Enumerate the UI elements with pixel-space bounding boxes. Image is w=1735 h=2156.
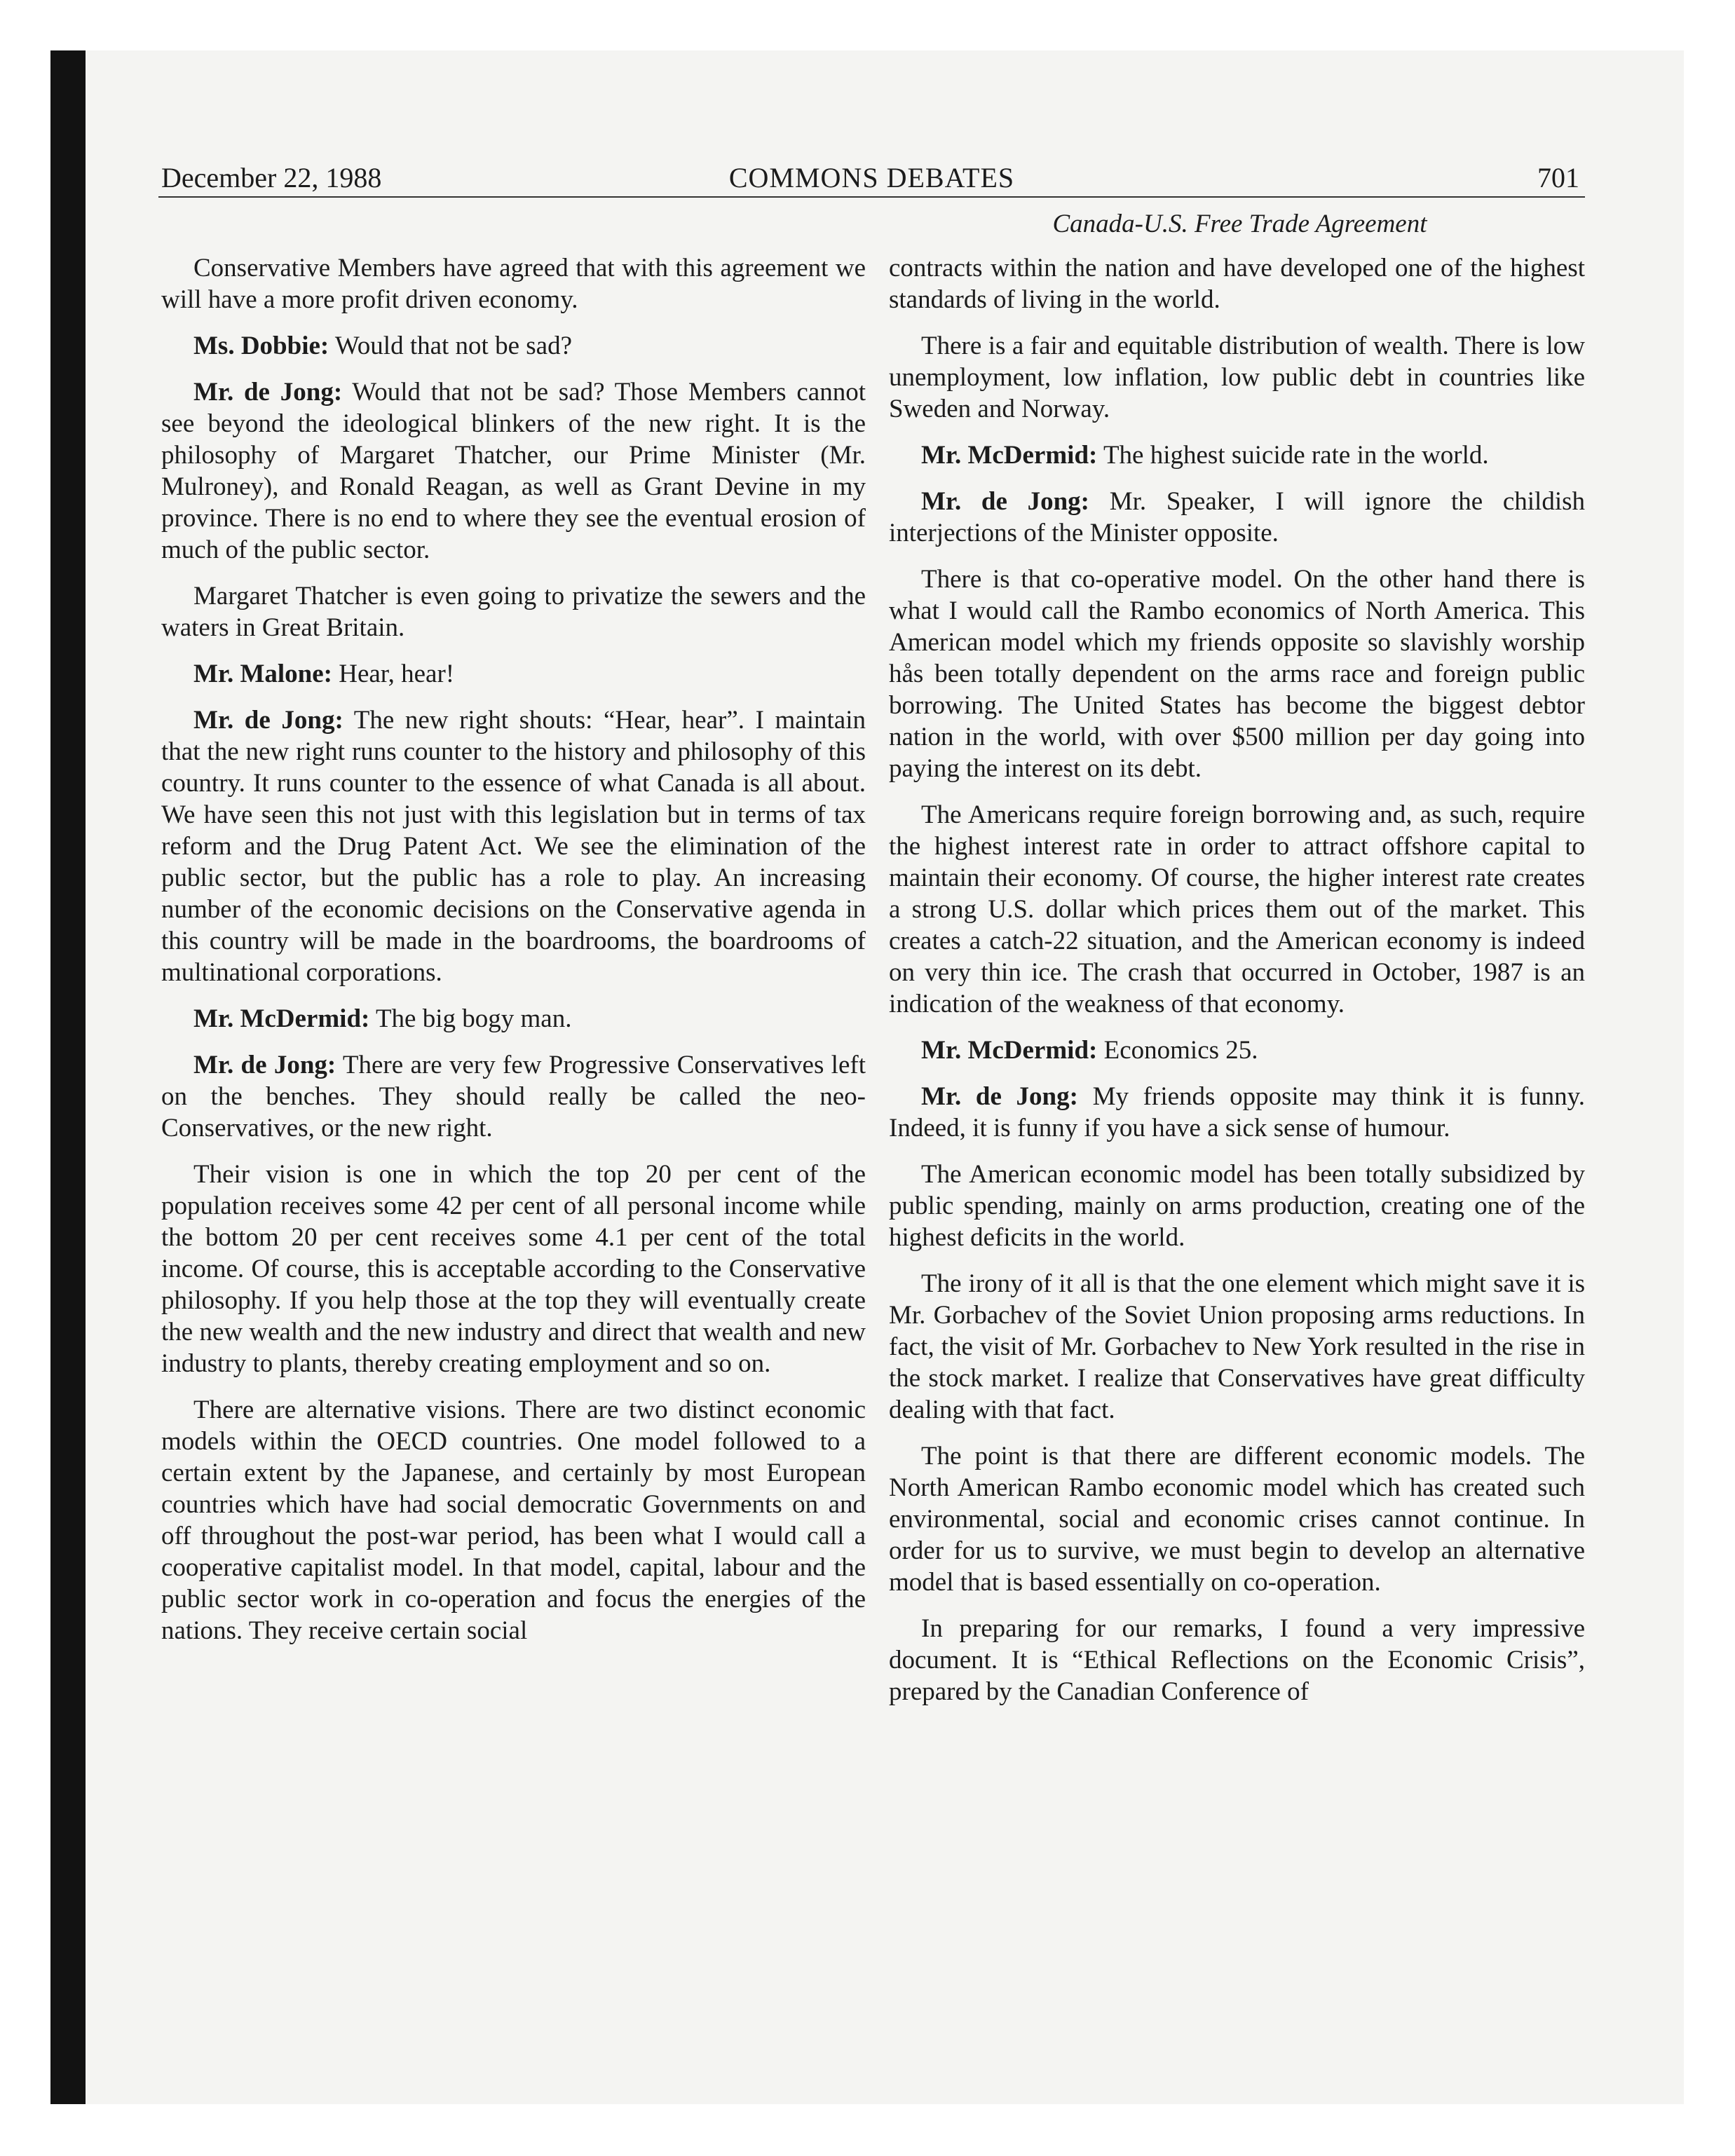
page-number: 701: [1537, 162, 1579, 193]
speaker-name: Mr. de Jong:: [193, 1051, 336, 1079]
right-column: [889, 252, 1585, 1722]
paragraph-text: Hear, hear!: [339, 660, 455, 688]
paragraph-text: There is a fair and equitable distribution of wealth. There is low unemployment, low inflation, low public debt in countries like Sweden and Norway.: [889, 332, 1585, 423]
paragraph: [889, 1440, 1585, 1598]
running-head: [158, 160, 1585, 198]
paragraph: [161, 580, 866, 643]
paragraph-text: Their vision is one in which the top 20 per cent of the population receives some 42 per cent of all personal income while the bottom 20 per cent receives some 4.1 per cent of the total income. Of course, this is acceptable according to the Conservative philosophy. If you help those at the top they will eventually create the new wealth and the new industry and direct that wealth and new industry to plants, thereby creating employment and so on.: [161, 1160, 866, 1378]
paragraph: [889, 1613, 1585, 1707]
paragraph-text: The highest suicide rate in the world.: [1103, 441, 1489, 470]
left-column: [161, 252, 866, 1661]
speaker-name: Mr. de Jong:: [921, 487, 1089, 516]
paragraph-text: There are alternative visions. There are two distinct economic models within the OECD countries. One model followed to a certain extent by the Japanese, and certainly by most European countries which have had social democratic Governments on and off throughout the post-war period, has been what I would call a cooperative capitalist model. In that model, capital, labour and the public sector work in co-operation and focus the energies of the nations. They receive certain social: [161, 1396, 866, 1645]
paragraph-text: Margaret Thatcher is even going to privatize the sewers and the waters in Great Britain.: [161, 582, 866, 642]
paragraph-text: The American economic model has been totally subsidized by public spending, mainly on arms production, creating one of the highest deficits in the world.: [889, 1160, 1585, 1252]
paragraph-text: The big bogy man.: [375, 1004, 572, 1033]
paragraph: [161, 1003, 866, 1035]
paragraph: [889, 330, 1585, 425]
speaker-name: Mr. de Jong:: [921, 1082, 1078, 1111]
paragraph: [889, 439, 1585, 471]
paragraph: [161, 252, 866, 315]
header-date: December 22, 1988: [161, 162, 382, 193]
paragraph: [161, 1049, 866, 1144]
binding-edge: [50, 50, 86, 2104]
paragraph: [161, 376, 866, 566]
paragraph: [889, 252, 1585, 315]
paragraph: [889, 1081, 1585, 1144]
speaker-name: Mr. McDermid:: [193, 1004, 370, 1033]
paragraph-text: Mr. Speaker, I will ignore the childish interjections of the Minister opposite.: [889, 487, 1586, 547]
paragraph: [889, 1159, 1585, 1253]
paragraph-text: Would that not be sad? Those Members cannot see beyond the ideological blinkers of the new right. It is the philosophy of Margaret Thatcher, our Prime Minister (Mr. Mulroney), and Ronald Reagan, as well as Grant Devine in my province. There is no end to where they see the eventual erosion of much of the public sector.: [161, 378, 866, 564]
paragraph-text: The point is that there are different economic models. The North American Rambo economic model which has created such environmental, social and economic crises cannot continue. In order for us to survive, we must begin to develop an alternative model that is based essentially on co-operation.: [889, 1442, 1585, 1597]
speaker-name: Mr. McDermid:: [921, 441, 1098, 470]
paragraph: [161, 1159, 866, 1379]
paragraph-text: There are very few Progressive Conservatives left on the benches. They should really be called the neo-Conservatives, or the new right.: [161, 1051, 866, 1142]
paragraph: [889, 1035, 1585, 1066]
paragraph: [889, 486, 1585, 549]
speaker-name: Mr. de Jong:: [193, 706, 343, 735]
paragraph: [161, 330, 866, 362]
paragraph: [161, 704, 866, 988]
paragraph-text: My friends opposite may think it is funny. Indeed, it is funny if you have a sick sense of humour.: [889, 1082, 1585, 1142]
paragraph-text: Would that not be sad?: [334, 332, 572, 360]
paragraph-text: The Americans require foreign borrowing and, as such, require the highest interest rate in order to attract offshore capital to maintain their economy. Of course, the higher interest rate creates a strong U.S. dollar which prices them out of the market. This creates a catch-22 situation, and the American economy is indeed on very thin ice. The crash that occurred in October, 1987 is an indication of the weakness of that economy.: [889, 800, 1585, 1018]
paragraph: [161, 658, 866, 690]
page-body: [158, 160, 1586, 1706]
speaker-name: Mr. de Jong:: [193, 378, 343, 407]
paragraph: [889, 799, 1585, 1020]
paragraph-text: There is that co-operative model. On the other hand there is what I would call the Rambo economics of North America. This American model which my friends opposite so slavishly worship hås been totally dependent on the arms race and foreign public borrowing. The United States has become the biggest debtor nation in the world, with over $500 million per day going into paying the interest on its debt.: [889, 565, 1585, 783]
header-title: COMMONS DEBATES: [728, 162, 1015, 193]
paragraph: [161, 1394, 866, 1646]
paragraph-text: Conservative Members have agreed that with this agreement we will have a more profit driven economy.: [161, 254, 866, 314]
speaker-name: Ms. Dobbie:: [193, 332, 329, 360]
paragraph: [889, 564, 1585, 784]
paragraph: [889, 1268, 1585, 1426]
paragraph-text: In preparing for our remarks, I found a very impressive document. It is “Ethical Reflections on the Economic Crisis”, prepared by the Canadian Conference of: [889, 1614, 1585, 1706]
subject-heading: Canada-U.S. Free Trade Agreement: [1052, 210, 1427, 238]
paragraph-text: The irony of it all is that the one element which might save it is Mr. Gorbachev of the Soviet Union proposing arms reductions. In fact, the visit of Mr. Gorbachev to New York resulted in the rise in the stock market. I realize that Conservatives have great difficulty dealing with that fact.: [889, 1269, 1585, 1424]
speaker-name: Mr. McDermid:: [921, 1036, 1098, 1065]
paragraph-text: The new right shouts: “Hear, hear”. I maintain that the new right runs counter to the history and philosophy of this country. It runs counter to the essence of what Canada is all about. We have seen this not just with this legislation but in terms of tax reform and the Drug Patent Act. We see the elimination of the public sector, but the public has a role to play. An increasing number of the economic decisions on the Conservative agenda in this country will be made in the boardrooms, the boardrooms of multinational corporations.: [161, 706, 866, 987]
speaker-name: Mr. Malone:: [193, 660, 332, 688]
paragraph-text: Economics 25.: [1103, 1036, 1258, 1065]
paragraph-text: contracts within the nation and have developed one of the highest standards of living in the world.: [889, 254, 1585, 314]
